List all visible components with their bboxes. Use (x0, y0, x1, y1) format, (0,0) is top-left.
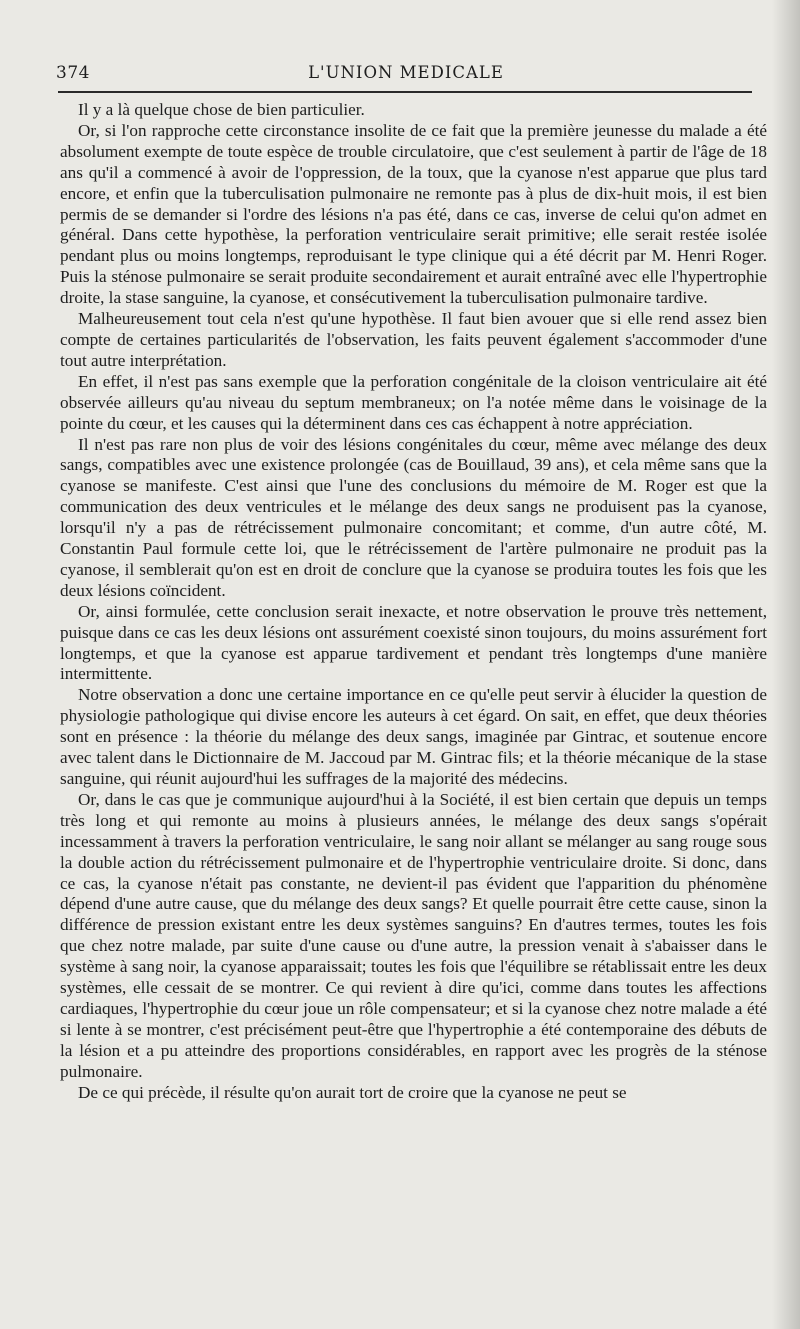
paragraph: Il y a là quelque chose de bien particulier. (78, 100, 365, 119)
paragraph: Notre observation a donc une certaine importance en ce qu'elle peut servir à élucider la question de physiologie pathologique qui divise encore les auteurs à cet égard. On sait, en effet, que deux théories sont en présence : la théorie du mélange des deux sangs, imaginée par Gintrac, et soutenue encore avec talent dans le Dictionnaire de M. Jaccoud par M. Gintrac fils; et la théorie mécanique de la stase sanguine, qui réunit aujourd'hui les suffrages de la majorité des médecins. (60, 685, 767, 788)
page-edge-shadow (772, 0, 800, 1329)
paragraph: Malheureusement tout cela n'est qu'une hypothèse. Il faut bien avouer que si elle rend assez bien compte de certaines particularités de l'observation, les faits peuvent également s'accommoder d'une tout autre interprétation. (60, 309, 767, 370)
article-body (60, 100, 767, 1104)
page-number: 374 (56, 63, 90, 83)
running-title: L'UNION MEDICALE (308, 63, 504, 82)
paragraph: En effet, il n'est pas sans exemple que la perforation congénitale de la cloison ventriculaire ait été observée ailleurs qu'au niveau du septum membraneux; on l'a notée même dans le voisinage de la pointe du cœur, et les causes qui la déterminent dans ces cas échappent à notre appréciation. (60, 371, 767, 433)
paragraph: Or, si l'on rapproche cette circonstance insolite de ce fait que la première jeunesse du malade a été absolument exempte de toute espèce de trouble circulatoire, que c'est seulement à partir de l'âge de 18 ans qu'il a commencé à avoir de l'oppression, de la toux, que la cyanose n'est apparue que plus tard encore, et enfin que la tuberculisation pulmonaire ne remonte pas à plus de dix-huit mois, il est bien permis de se demander si l'ordre des lésions n'a pas été, dans ce cas, inverse de celui qu'on admet en général. Dans cette hypothèse, la perforation ventriculaire serait primitive; elle serait restée isolée pendant plus ou moins longtemps, reproduisant le type clinique qui a été décrit par M. Henri Roger. Puis la sténose pulmonaire se serait produite secondairement et aurait entraîné avec elle l'hypertrophie droite, la stase sanguine, la cyanose, et consécutivement la tuberculisation pulmonaire tardive. (60, 120, 767, 308)
paragraph: Il n'est pas rare non plus de voir des lésions congénitales du cœur, même avec mélange des deux sangs, compatibles avec une existence prolongée (cas de Bouillaud, 39 ans), et cela même sans que la cyanose se manifeste. C'est ainsi que l'une des conclusions du mémoire de M. Roger est que la communication des deux ventricules et le mélange des deux sangs ne produisent pas la cyanose, lorsqu'il n'y a pas de rétrécissement pulmonaire concomitant; et comme, d'un autre côté, M. Constantin Paul formule cette loi, que le rétrécissement de l'artère pulmonaire ne produit pas la cyanose, il semblerait qu'on est en droit de conclure que la cyanose se produira toutes les fois que les deux lésions coïncident. (60, 434, 767, 600)
paragraph: Or, dans le cas que je communique aujourd'hui à la Société, il est bien certain que depuis un temps très long et qui remonte au moins à plusieurs années, le mélange des deux sangs s'opérait incessamment à travers la perforation ventriculaire, le sang noir allant se mélanger au sang rouge sous la double action du rétrécissement pulmonaire et de l'hypertrophie ventriculaire droite. Si donc, dans ce cas, la cyanose n'était pas constante, ne devient-il pas évident que l'apparition du phénomène dépend d'une autre cause, que du mélange des deux sangs? Et quelle pourrait être cette cause, sinon la différence de pression existant entre les deux systèmes sanguins? En d'autres termes, toutes les fois que chez notre malade, par suite d'une cause ou d'une autre, la pression venait à s'abaisser dans le système à sang noir, la cyanose apparaissait; toutes les fois que l'équilibre se rétablissait entre les deux systèmes, elle cessait de se montrer. Ce qui revient à dire qu'ici, comme dans toutes les affections cardiaques, l'hypertrophie du cœur joue un rôle compensateur; et si la cyanose chez notre malade a été si lente à se montrer, c'est précisément peut-être que l'hypertrophie a été contemporaine des débuts de la lésion et a pu atteindre des proportions considérables, en rapport avec les progrès de la sténose pulmonaire. (60, 789, 767, 1081)
header-rule (58, 91, 752, 93)
paragraph: Or, ainsi formulée, cette conclusion serait inexacte, et notre observation le prouve très nettement, puisque dans ce cas les deux lésions ont assurément coexisté sinon toujours, du moins assurément fort longtemps, et que la cyanose est apparue tardivement et pendant très longtemps d'une manière intermittente. (60, 601, 767, 684)
paragraph-continued: De ce qui précède, il résulte qu'on aurait tort de croire que la cyanose ne peut se (78, 1082, 627, 1102)
page-header (56, 58, 756, 88)
